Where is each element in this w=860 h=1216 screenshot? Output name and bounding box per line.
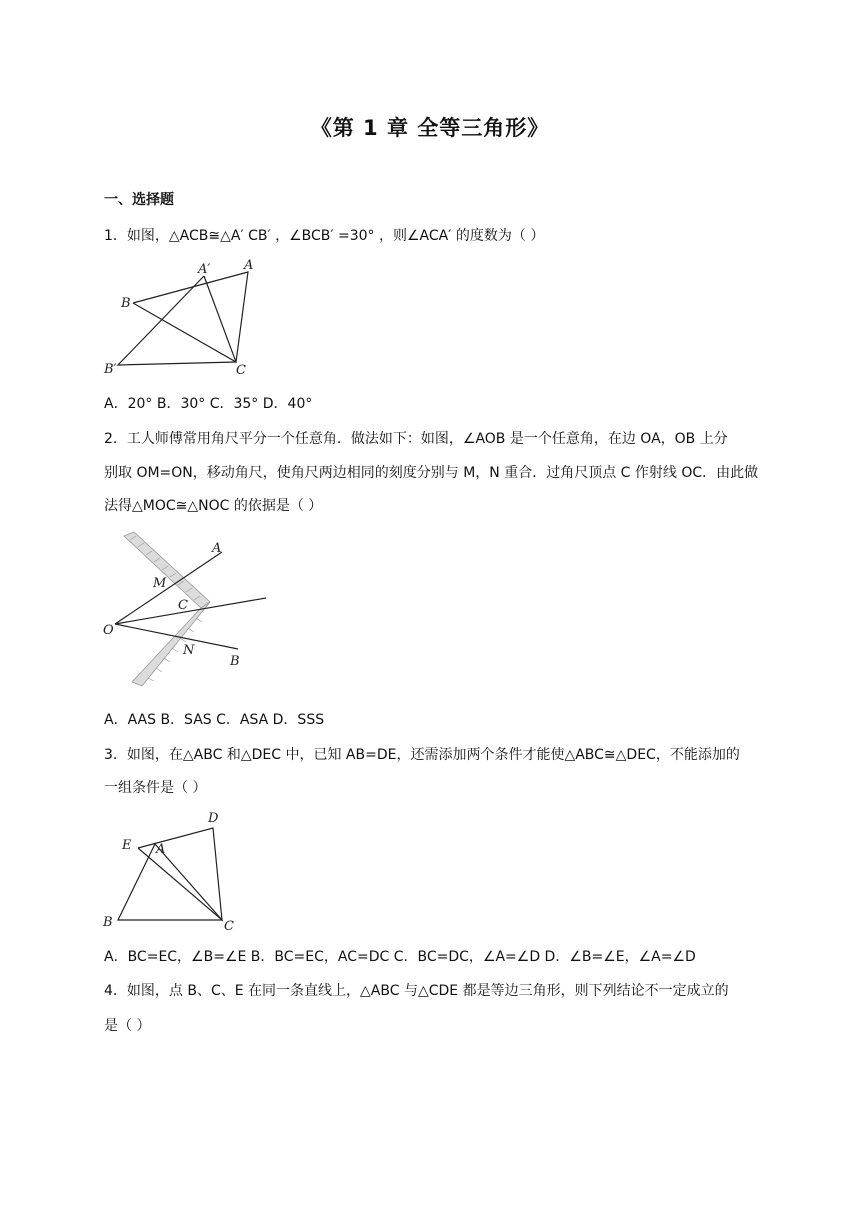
- question-2-line-3: 法得△MOC≅△NOC 的依据是（ ）: [104, 498, 323, 514]
- question-1-figure: [100, 256, 270, 381]
- ray-ob: [115, 624, 238, 649]
- label-n: N: [183, 643, 195, 658]
- question-3-line-1: 3．如图，在△ABC 和△DEC 中，已知 AB=DE，还需添加两个条件才能使△ABC≅△DEC，不能添加的: [104, 747, 740, 763]
- question-4-line-2: 是（ ）: [104, 1018, 151, 1034]
- question-2-options: A．AAS B．SAS C．ASA D．SSS: [104, 712, 325, 728]
- triangle-abc: [118, 844, 222, 920]
- label-d: D: [208, 811, 219, 826]
- label-c: C: [236, 363, 246, 378]
- label-m: M: [153, 576, 167, 591]
- label-o: O: [103, 623, 114, 638]
- label-b: B: [103, 915, 113, 930]
- question-2-line-1: 2．工人师傅常用角尺平分一个任意角．做法如下：如图，∠AOB 是一个任意角，在边 OA，OB 上分: [104, 431, 728, 447]
- label-b: B: [230, 654, 240, 669]
- question-4-line-1: 4．如图，点 B、C、E 在同一条直线上，△ABC 与△CDE 都是等边三角形，则下列结论不一定成立的: [104, 983, 729, 999]
- section-heading: 一、选择题: [104, 192, 174, 208]
- question-1-text: 1．如图，△ACB≅△A′ CB′ ，∠BCB′ =30° ，则∠ACA′ 的度数为（ ）: [104, 228, 545, 244]
- question-3-options: A．BC=EC，∠B=∠E B．BC=EC，AC=DC C．BC=DC，∠A=∠D D．∠B=∠E，∠A=∠D: [104, 949, 696, 965]
- label-a: A: [212, 541, 222, 556]
- label-b-prime: B′: [104, 362, 117, 377]
- ray-oa: [115, 552, 222, 624]
- question-3-line-2: 一组条件是（ ）: [104, 780, 207, 796]
- label-a: A: [244, 258, 254, 273]
- page-title: 《第 1 章 全等三角形》: [310, 116, 550, 140]
- question-3-figure: [100, 806, 250, 936]
- label-a: A: [156, 842, 166, 857]
- question-1-options: A．20° B．30° C．35° D．40°: [104, 396, 313, 412]
- label-a-prime: A′: [198, 262, 211, 277]
- label-c: C: [224, 919, 234, 934]
- question-2-line-2: 别取 OM=ON，移动角尺，使角尺两边相同的刻度分别与 M，N 重合．过角尺顶点 C 作射线 OC．由此做: [104, 465, 759, 481]
- question-2-figure: [100, 530, 275, 690]
- label-c: C: [178, 598, 188, 613]
- label-e: E: [122, 838, 132, 853]
- label-b: B: [121, 296, 131, 311]
